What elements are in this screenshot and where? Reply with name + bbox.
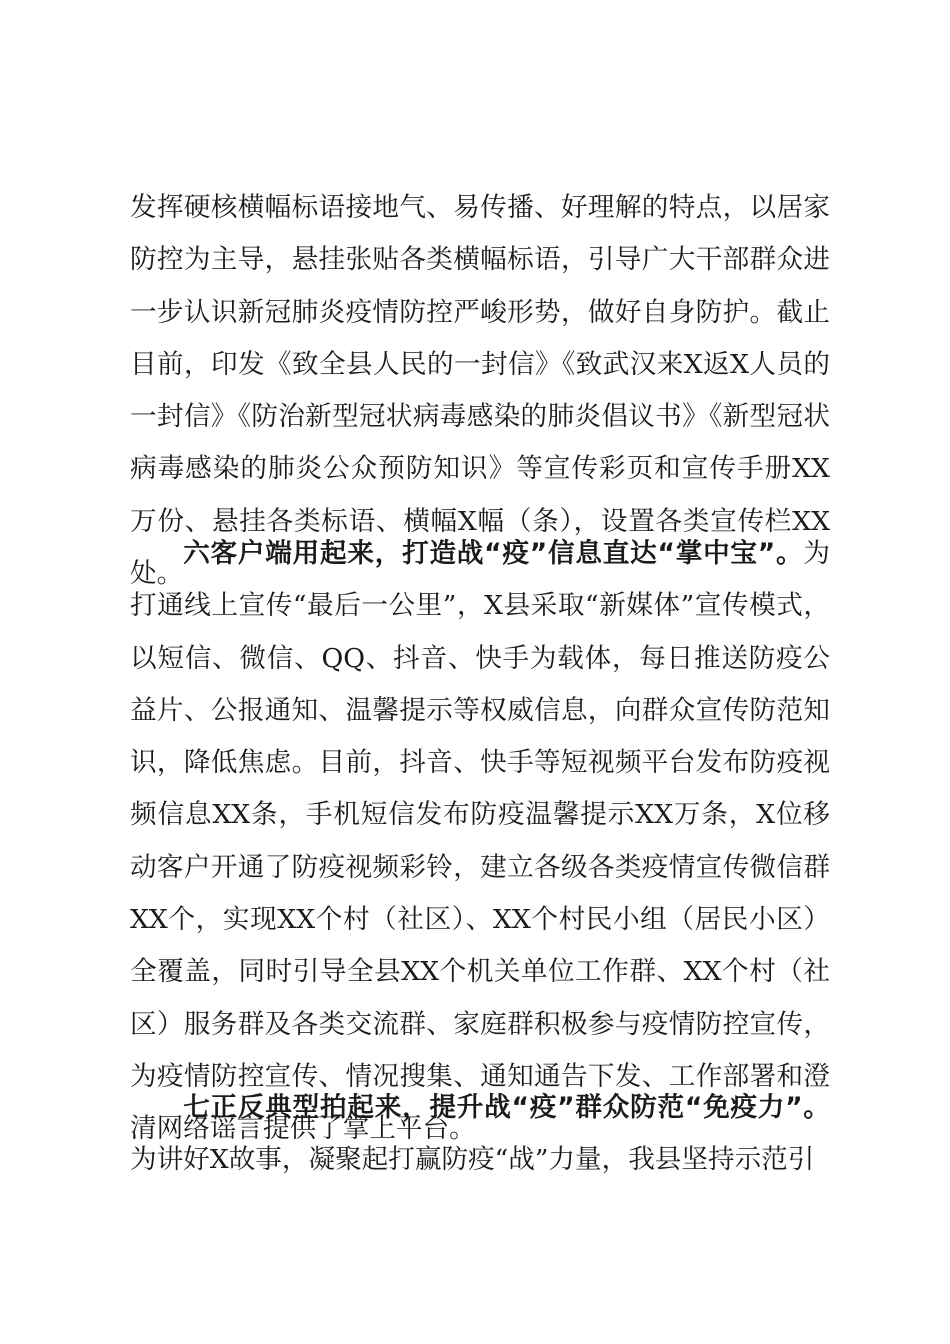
paragraph-heading: 七正反典型拍起来，提升战“疫”群众防范“免疫力”。 [183, 1092, 830, 1123]
paragraph-body: 为打通线上宣传“最后一公里”，X县采取“新媒体”宣传模式，以短信、微信、QQ、抖音、快手为载体，每日推送防疫公益片、公报通知、温馨提示等权威信息，向群众宣传防范知识，降低焦虑。目前，抖音、快手等短视频平台发布防疫视频信息XX条，手机短信发布防疫温馨提示XX万条，X位移动客户开通了防疫视频彩铃，建立各级各类疫情宣传微信群XX个，实现XX个村（社区）、XX个村民小组（居民小区）全覆盖，同时引导全县XX个机关单位工作群、XX个村（社区）服务群及各类交流群、家庭群积极参与疫情防控宣传，为疫情防控宣传、情况搜集、通知通告下发、工作部署和澄清网络谣言提供了掌上平台。 [130, 538, 830, 1145]
paragraph-typical-cases [130, 1082, 830, 1187]
paragraph-text: 发挥硬核横幅标语接地气、易传播、好理解的特点，以居家防控为主导，悬挂张贴各类横幅标语，引导广大干部群众进一步认识新冠肺炎疫情防控严峻形势，做好自身防护。截止目前，印发《致全县人民的一封信》《致武汉来X返X人员的一封信》《防治新型冠状病毒感染的肺炎倡议书》《新型冠状病毒感染的肺炎公众预防知识》等宣传彩页和宣传手册XX万份、悬挂各类标语、横幅X幅（条），设置各类宣传栏XX处。 [130, 192, 830, 590]
paragraph-client-apps [130, 528, 830, 1156]
paragraph-text [130, 528, 830, 1156]
paragraph-text [130, 1082, 830, 1187]
paragraph-heading: 六客户端用起来，打造战“疫”信息直达“掌中宝”。 [183, 538, 804, 569]
paragraph-body: 为讲好X故事，凝聚起打赢防疫“战”力量，我县坚持示范引 [130, 1144, 815, 1176]
